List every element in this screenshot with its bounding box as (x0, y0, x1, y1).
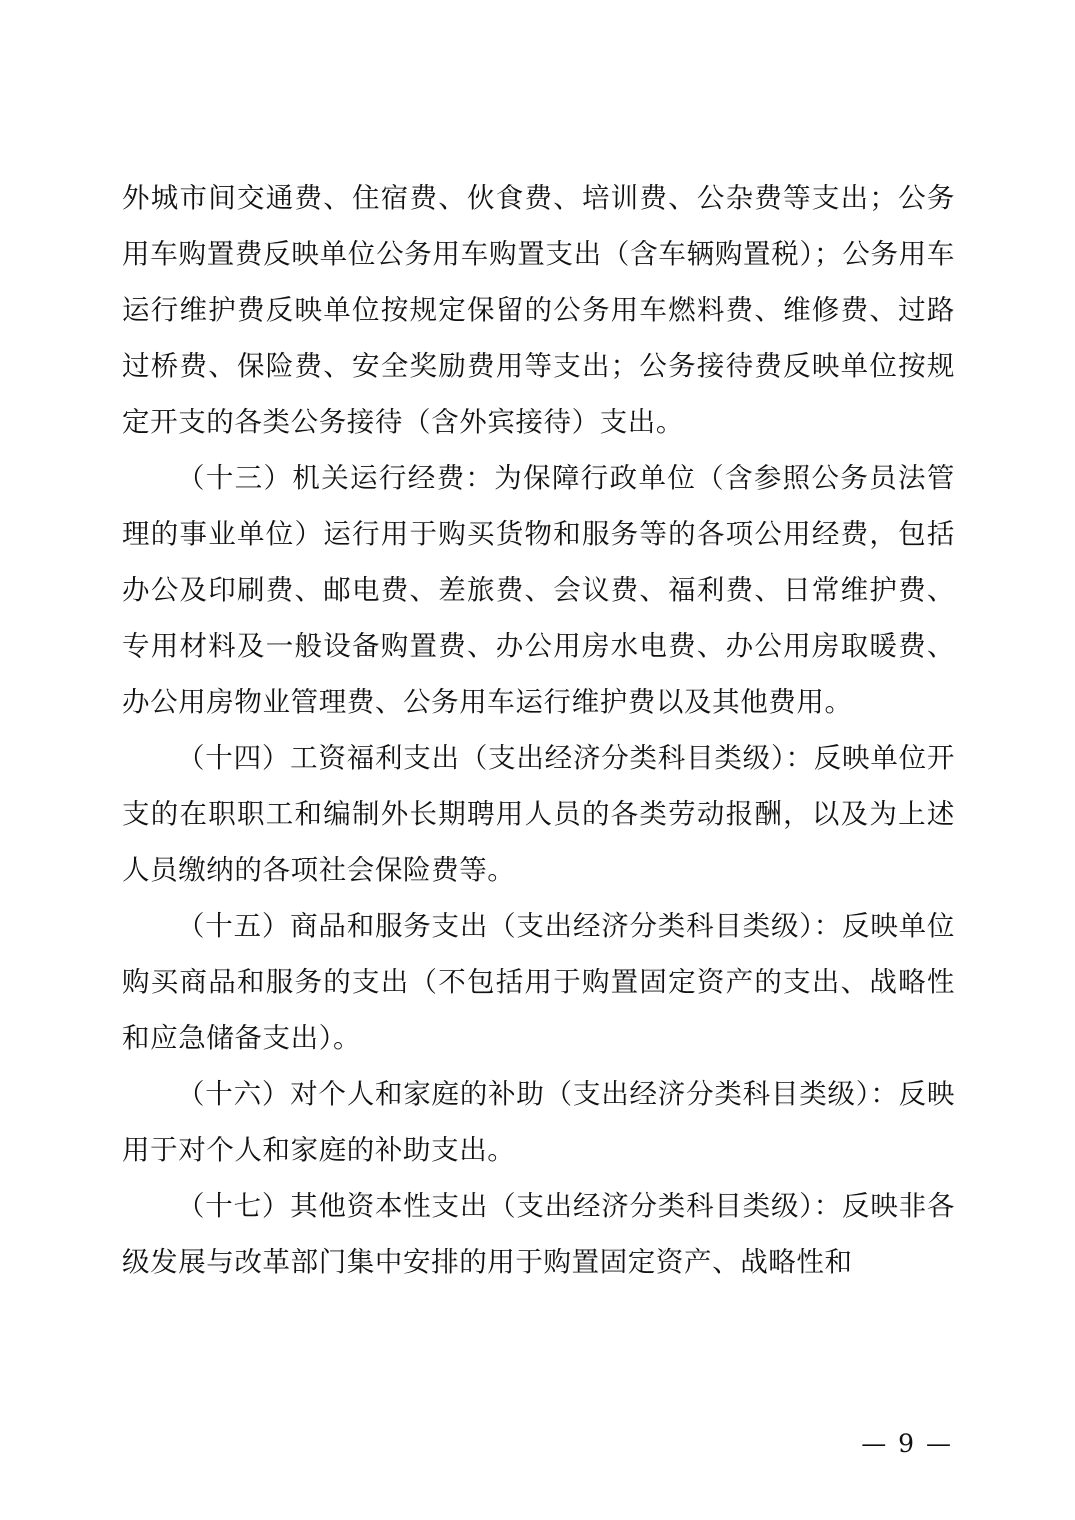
page-number: — 9 — (861, 1429, 953, 1458)
paragraph-item-17: （十七）其他资本性支出（支出经济分类科目类级）：反映非各级发展与改革部门集中安排的用于购置固定资产、战略性和 (122, 1190, 955, 1278)
paragraph-item-14: （十四）工资福利支出（支出经济分类科目类级）：反映单位开支的在职职工和编制外长期聘用人员的各类劳动报酬，以及为上述人员缴纳的各项社会保险费等。 (122, 742, 955, 886)
paragraph-item-13: （十三）机关运行经费：为保障行政单位（含参照公务员法管理的事业单位）运行用于购买货物和服务等的各项公用经费，包括办公及印刷费、邮电费、差旅费、会议费、福利费、日常维护费、专用材料及一般设备购置费、办公用房水电费、办公用房取暖费、办公用房物业管理费、公务用车运行维护费以及其他费用。 (122, 462, 955, 718)
paragraph-item-15: （十五）商品和服务支出（支出经济分类科目类级）：反映单位购买商品和服务的支出（不包括用于购置固定资产的支出、战略性和应急储备支出）。 (122, 910, 955, 1054)
document-body (122, 170, 955, 1290)
paragraph-continued: 外城市间交通费、住宿费、伙食费、培训费、公杂费等支出；公务用车购置费反映单位公务用车购置支出（含车辆购置税）；公务用车运行维护费反映单位按规定保留的公务用车燃料费、维修费、过路过桥费、保险费、安全奖励费用等支出；公务接待费反映单位按规定开支的各类公务接待（含外宾接待）支出。 (122, 182, 955, 438)
paragraph-item-16: （十六）对个人和家庭的补助（支出经济分类科目类级）：反映用于对个人和家庭的补助支出。 (122, 1078, 955, 1166)
